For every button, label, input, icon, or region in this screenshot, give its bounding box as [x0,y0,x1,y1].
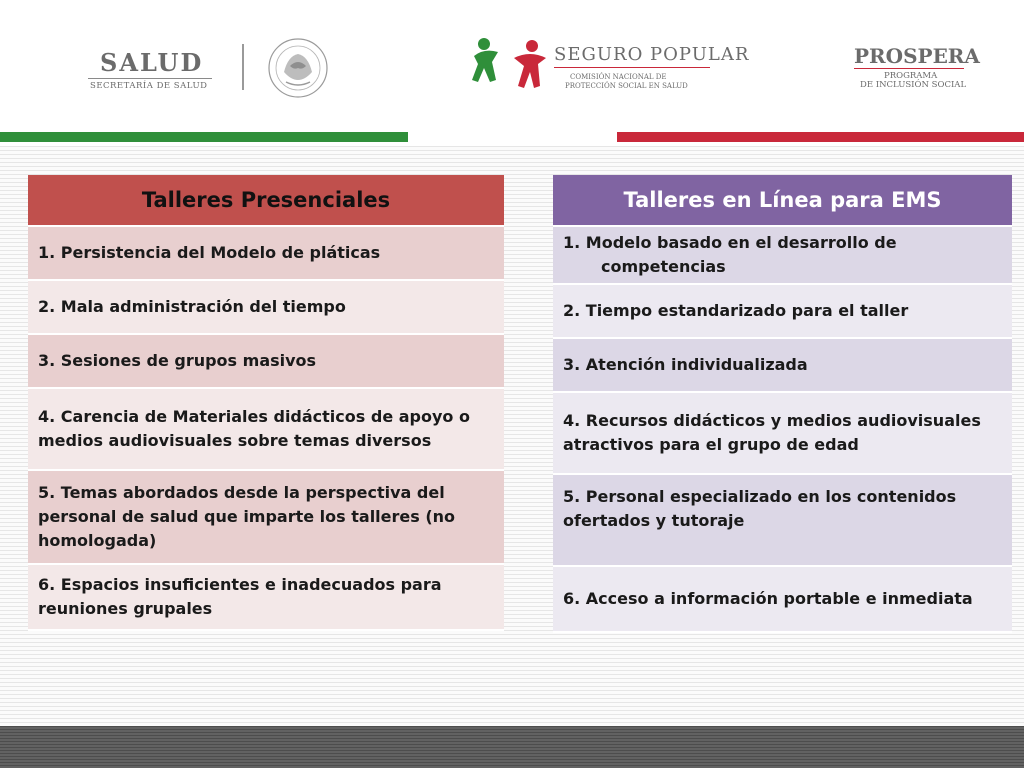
footer-bar [0,726,1024,768]
seguro-popular-divider [554,67,710,68]
prospera-logo [850,44,980,94]
logo-separator [242,44,244,90]
table-row [553,567,1012,633]
row-text: 1. Persistencia del Modelo de pláticas [38,243,381,262]
talleres-presenciales-header: Talleres Presenciales [28,175,504,227]
table-row [28,281,504,335]
row-text: 2. Mala administración del tiempo [38,297,346,316]
red-accent-bar [617,132,1024,142]
mexican-coat-of-arms-seal-icon [258,36,338,100]
seguro-popular-line1: COMISIÓN NACIONAL DE [570,73,667,81]
table-row [553,475,1012,567]
table-row [28,335,504,389]
row-text: 4. Recursos didácticos y medios audiovisuales atractivos para el grupo de edad [563,411,981,454]
row-text: 4. Carencia de Materiales didácticos de apoyo o medios audiovisuales sobre temas diversos [38,407,470,450]
table-row [553,285,1012,339]
seguro-popular-title: SEGURO POPULAR [554,44,750,65]
row-text: 3. Sesiones de grupos masivos [38,351,317,370]
row-text: 3. Atención individualizada [563,355,808,374]
prospera-line1: PROGRAMA [884,71,938,81]
row-text: 1. Modelo basado en el desarrollo de competencias [563,233,897,276]
row-text: 6. Espacios insuficientes e inadecuados para reuniones grupales [38,575,442,618]
row-text: 5. Personal especializado en los contenidos ofertados y tutoraje [563,487,957,530]
prospera-divider [854,68,964,69]
table-row [28,227,504,281]
row-text: 6. Acceso a información portable e inmediata [563,589,973,608]
table-row [553,227,1012,285]
talleres-en-linea-table [553,175,1012,633]
two-children-figures-icon [470,36,550,96]
talleres-en-linea-header: Talleres en Línea para EMS [553,175,1012,227]
talleres-presenciales-table [28,175,504,631]
salud-subtitle: SECRETARÍA DE SALUD [90,81,208,91]
table-row [553,393,1012,475]
seguro-popular-line2: PROTECCIÓN SOCIAL EN SALUD [565,82,688,90]
row-text: 2. Tiempo estandarizado para el taller [563,301,909,320]
prospera-line2: DE INCLUSIÓN SOCIAL [860,80,967,90]
table-row [28,389,504,471]
table-row [28,471,504,565]
salud-logo [88,44,228,100]
green-accent-bar [0,132,408,142]
seguro-popular-logo [470,36,750,98]
row-text: 5. Temas abordados desde la perspectiva del personal de salud que imparte los talleres (no homologada) [38,483,456,550]
salud-divider [88,78,212,79]
salud-title: SALUD [100,48,204,77]
table-row [28,565,504,631]
prospera-title: PROSPERA [854,44,980,68]
table-row [553,339,1012,393]
